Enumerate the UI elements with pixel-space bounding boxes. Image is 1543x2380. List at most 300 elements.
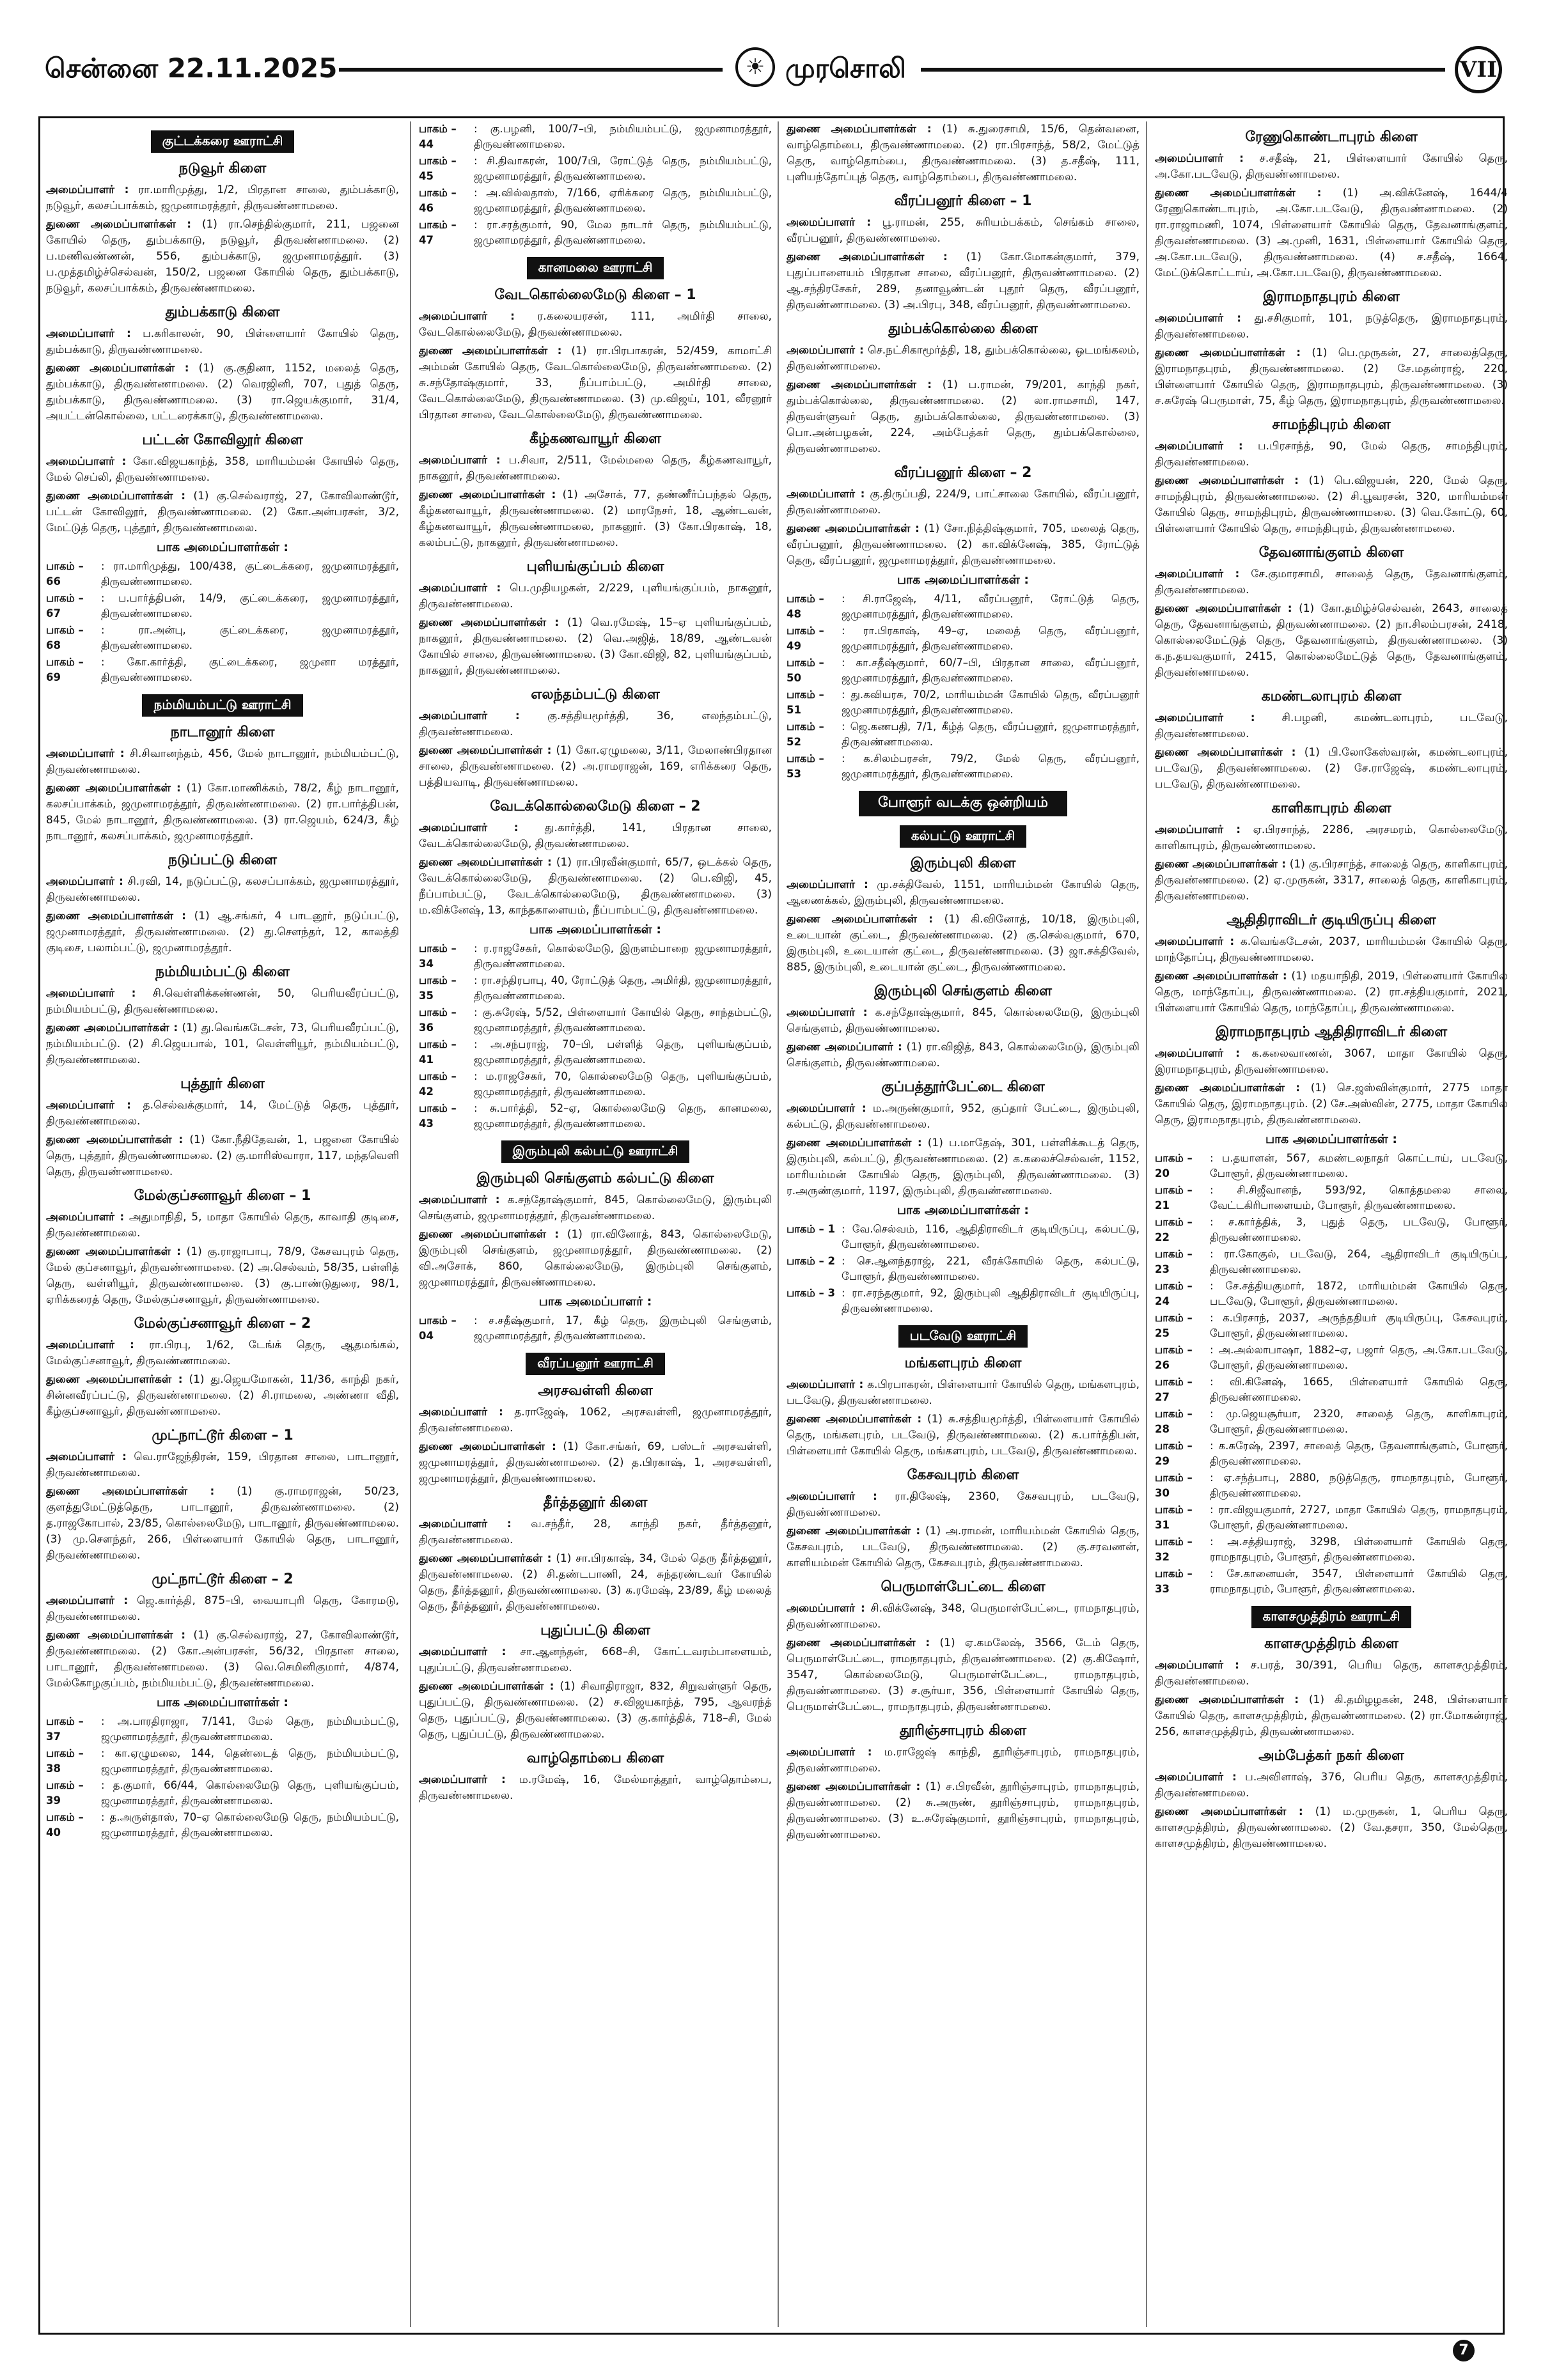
appointee-details: மு.சக்திவேல், 1151, மாரியம்மன் கோயில் தெரு, ஆணைக்கல், இரும்புலி, திருவண்ணாமலை.: [787, 878, 1140, 907]
masthead-rule-right: [921, 68, 1445, 72]
role-label: அமைப்பாளர் :: [1155, 1047, 1240, 1060]
branch-heading: கேசவபுரம் கிளை: [907, 1467, 1019, 1483]
booth-number: பாகம் – 39: [46, 1779, 84, 1807]
appointee-details: ம.அருண்குமார், 952, குப்தார் பேட்டை, இரும்புலி, கல்பட்டு, திருவண்ணாமலை.: [787, 1102, 1140, 1131]
appointee-details: சே.குமாரசாமி, சாலைத் தெரு, தேவனாங்குளம், திருவண்ணாமலை.: [1155, 568, 1508, 596]
branch-heading: முட்நாட்டூர் கிளை – 1: [152, 1427, 294, 1443]
appointee-details: க.வெங்கடேசன், 2037, மாரியம்மன் கோயில் தெரு, மாந்தோப்பு, திருவண்ணாமலை.: [1155, 935, 1508, 964]
booth-appointee: : சு.பார்த்தி, 52–ஏ, கொல்லைமேடு தெரு, கானமலை, ஜமுனாமரத்தூர், திருவண்ணாமலை.: [474, 1102, 772, 1130]
appointee-details: பெ.முதியழகன், 2/229, புளியங்குப்பம், நாகனூர், திருவண்ணாமலை.: [419, 582, 772, 611]
role-label: துணை அமைப்பாளர்கள் :: [1155, 858, 1287, 871]
booth-entry: [1155, 1406, 1508, 1437]
appointee-details: (1) ரா.செந்தில்குமார், 211, பஜனை கோயில் தெரு, தும்பக்காடு, நடுவூர், திருவண்ணாமலை. (2) ப.மணிவண்ணன், 556, தும்பக்காடு, ஜமுனாமரத்தூர். (3) ப.முத்தமிழ்ச்செல்வன், 150/2, பஜனை கோயில் தெரு, தும்பக்காடு, நடுவூர், கலசப்பாக்கம், திருவண்ணாமலை.: [46, 218, 399, 295]
booth-appointee: : து.கவியரசு, 70/2, மாரியம்மன் கோயில் தெரு, வீரப்பனூர் ஜமுனாமரத்தூர், திருவண்ணாமலை.: [842, 688, 1140, 716]
branch-heading: தும்பக்கொல்லை கிளை: [888, 321, 1038, 337]
appointment-entry: [419, 743, 772, 791]
role-label: துணை அமைப்பாளர்கள் :: [46, 1373, 183, 1386]
appointee-details: (1) அசோக், 77, தண்ணீர்ப்பந்தல் தெரு, கீழ்கணவாயூர், திருவண்ணாமலை. (2) மாரநேசர், 18, ஆண்டவன், கீழ்கணவாயூர், திருவண்ணாமலை, நாகனூர். (3) கோ.பிரகாஷ், 18, கலம்பட்டு, நாகனூர், திருவண்ணாமலை.: [419, 488, 772, 549]
booth-entry: [419, 1037, 772, 1068]
role-label: அமைப்பாளர் :: [1155, 1659, 1239, 1672]
role-label: அமைப்பாளர் :: [1155, 712, 1255, 724]
appointee-details: (1) கு.செல்வராஜ், 27, கோவிலாண்டூர், பட்டன் கோவிலூர், திருவண்ணாமலை. (2) கோ.அன்பரசன், 3/2, மேட்டுத் தெரு, புத்தூர், திருவண்ணாமலை.: [46, 490, 399, 534]
booth-number: பாகம் – 48: [787, 593, 824, 620]
appointment-entry: [787, 249, 1140, 313]
booth-appointee: : ரா.சந்திரபாபு, 40, ரோட்டுத் தெரு, அமிர்தி, ஜமுனாமரத்தூர், திருவண்ணாமலை.: [474, 974, 772, 1002]
booth-entry: [1155, 1215, 1508, 1245]
role-label: அமைப்பாளர் :: [1155, 1771, 1237, 1784]
booth-subheading: பாக அமைப்பாளர்கள் :: [156, 540, 288, 554]
booth-appointee: : செ.ஆனந்தராஜ், 221, வீரக்கோயில் தெரு, கல்பட்டு, போளூர், திருவண்ணாமலை.: [842, 1255, 1140, 1282]
booth-entry: [787, 719, 1140, 750]
booth-number: பாகம் – 44: [419, 123, 457, 150]
column-3: [787, 121, 1140, 2327]
branch-heading: இராமநாதபுரம் ஆதிதிராவிடர் கிளை: [1215, 1024, 1448, 1040]
booth-number: பாகம் – 40: [46, 1811, 84, 1839]
role-label: அமைப்பாளர் :: [1155, 823, 1241, 836]
appointment-entry: [46, 874, 399, 906]
role-label: துணை அமைப்பாளர்கள் :: [1155, 187, 1322, 199]
section-heading-label: வீரப்பனூர் ஊராட்சி: [526, 1353, 665, 1375]
booth-number: பாகம் – 38: [46, 1747, 84, 1775]
booth-appointee: : த.குமார், 66/44, கொல்லைமேடு தெரு, புளியங்குப்பம், ஜமுனாமரத்தூர், திருவண்ணாமலை.: [101, 1779, 399, 1807]
branch-heading: பெருமாள்பேட்டை கிளை: [881, 1579, 1046, 1595]
booth-entry: [1155, 1247, 1508, 1277]
booth-entry: [787, 655, 1140, 686]
appointee-details: (1) சு.சத்தியமூர்த்தி, பிள்ளையார் கோயில் தெரு, மங்களபுரம், படவேடு, திருவண்ணாமலை. (2) க.பார்த்திபன், பிள்ளையார் கோயில் தெரு, மங்களபுரம், படவேடு, திருவண்ணாமலை.: [787, 1413, 1140, 1458]
edition-date: சென்னை 22.11.2025: [45, 52, 338, 84]
booth-subheading: பாக அமைப்பாளர் :: [538, 1295, 652, 1309]
section-heading-label: இரும்புலி கல்பட்டு ஊராட்சி: [501, 1140, 690, 1163]
appointment-entry: [419, 708, 772, 740]
booth-entry: [419, 153, 772, 184]
booth-entry: [787, 751, 1140, 782]
appointee-details: க.பிரபாகரன், பிள்ளையார் கோயில் தெரு, மங்களபுரம், படவேடு, திருவண்ணாமலை.: [787, 1378, 1140, 1407]
role-label: துணை அமைப்பாளர்கள் :: [787, 1525, 921, 1537]
appointee-details: ச.சதீஷ், 21, பிள்ளையார் கோயில் தெரு, அ.கோ.படவேடு, திருவண்ணாமலை.: [1155, 152, 1508, 181]
appointment-entry: [787, 1135, 1140, 1199]
booth-entry: [787, 687, 1140, 718]
booth-appointee: : ச.கார்த்திக், 3, புதுத் தெரு, படவேடு, போளூர், திருவண்ணாமலை.: [1210, 1216, 1508, 1243]
appointment-entry: [46, 1098, 399, 1130]
booth-appointee: : த.அருள்தாஸ், 70–ஏ கொல்லைமேடு தெரு, நம்மியம்பட்டு, ஜமுனாமரத்தூர், திருவண்ணாமலை.: [101, 1811, 399, 1839]
appointee-details: (1) சோ.நித்திஷ்குமார், 705, மலைத் தெரு, வீரப்பனூர், திருவண்ணாமலை. (2) கா.விக்னேஷ், 385, ரோட்டுத் தெரு, வீரப்பனூர், ஜமுனாமரத்தூர், திருவண்ணாமலை.: [787, 522, 1140, 567]
appointee-details: கு.திருப்பதி, 224/9, பாட்சாலை கோயில், வீரப்பனூர், திருவண்ணாமலை.: [787, 488, 1140, 517]
branch-heading: நடுப்பட்டு கிளை: [168, 852, 277, 868]
booth-number: பாகம் – 25: [1155, 1312, 1193, 1339]
booth-appointee: : கு.பழனி, 100/7–பி, நம்மியம்பட்டு, ஜமுனாமரத்தூர், திருவண்ணாமலை.: [474, 123, 772, 150]
appointment-entry: [1155, 566, 1508, 598]
booth-entry: [1155, 1151, 1508, 1181]
appointee-details: ஏ.பிரசாந்த், 2286, அரசமரம், கொல்லைமேடு, காளிகாபுரம், திருவண்ணாமலை.: [1155, 823, 1508, 852]
booth-number: பாகம் – 37: [46, 1715, 84, 1743]
paper-name: முரசொலி: [785, 52, 906, 84]
role-label: துணை அமைப்பாளர்கள் :: [419, 856, 552, 869]
branch-heading: நம்மியம்பட்டு கிளை: [155, 964, 290, 980]
booth-subheading: பாக அமைப்பாளர்கள் :: [897, 1203, 1029, 1217]
booth-entry: [46, 1778, 399, 1808]
branch-heading: தூரிஞ்சாபுரம் கிளை: [899, 1723, 1027, 1739]
role-label: துணை அமைப்பாளர்கள் :: [787, 123, 932, 136]
appointee-details: த.செல்வக்குமார், 14, மேட்டுத் தெரு, புத்தூர், திருவண்ணாமலை.: [46, 1099, 399, 1128]
appointment-entry: [787, 1101, 1140, 1133]
booth-appointee: : அ.சத்தியராஜ், 3298, பிள்ளையார் கோயில் தெரு, ராமநாதபுரம், போளூர், திருவண்ணாமலை.: [1210, 1536, 1508, 1563]
booth-appointee: : வே.செல்வம், 116, ஆதிதிராவிடர் குடியிருப்பு, கல்பட்டு, போளூர், திருவண்ணாமலை.: [842, 1223, 1140, 1250]
booth-entry: [419, 1101, 772, 1132]
booth-appointee: : அ.பாரதிராஜா, 7/141, மேல் தெரு, நம்மியம்பட்டு, ஜமுனாமரத்தூர், திருவண்ணாமலை.: [101, 1715, 399, 1743]
booth-number: பாகம் – 29: [1155, 1440, 1193, 1467]
appointment-entry: [787, 1601, 1140, 1633]
appointment-entry: [46, 746, 399, 778]
booth-entry: [419, 973, 772, 1004]
booth-entry: [46, 591, 399, 621]
appointment-entry: [46, 454, 399, 486]
appointment-entry: [1155, 473, 1508, 537]
appointment-entry: [1155, 1769, 1508, 1801]
appointment-entry: [787, 215, 1140, 247]
appointment-entry: [46, 361, 399, 424]
role-label: துணை அமைப்பாளர்கள் :: [46, 1629, 186, 1642]
booth-appointee: : ச.சதீஷ்குமார், 17, கீழ் தெரு, இரும்புலி செங்குளம், ஜமுனாமரத்தூர், திருவண்ணாமலை.: [474, 1314, 772, 1342]
appointee-details: க.கலைவாணன், 3067, மாதா கோயில் தெரு, இராமநாதபுரம், திருவண்ணாமலை.: [1155, 1047, 1508, 1076]
booth-appointee: : மு.ஜெயசூர்யா, 2320, சாலைத் தெரு, காளிகாபுரம், போளூர், திருவண்ணாமலை.: [1210, 1408, 1508, 1435]
role-label: துணை அமைப்பாளர்கள் :: [46, 1245, 181, 1258]
booth-appointee: : ரா.அன்பு, குட்டைக்கரை, ஜமுனாமரத்தூர், திருவண்ணாமலை.: [101, 624, 399, 651]
booth-number: பாகம் – 50: [787, 657, 824, 684]
panchayat-heading: [787, 1325, 1140, 1348]
appointee-details: செ.நட்சிகாமூர்த்தி, 18, தும்பக்கொல்லை, ஒடமங்கலம், திருவண்ணாமலை.: [787, 344, 1140, 373]
role-label: துணை அமைப்பாளர்கள் :: [419, 488, 556, 501]
branch-heading: ஆதிதிராவிடர் குடியிருப்பு கிளை: [1226, 912, 1436, 928]
booth-entry: [787, 623, 1140, 654]
branch-heading: மங்களபுரம் கிளை: [904, 1355, 1022, 1371]
appointee-details: (1) ஏ.கமலேஷ், 3566, டேம் தெரு, பெருமாள்பேட்டை, ராமநாதபுரம், திருவண்ணாமலை. (2) கு.கிஷோர், 3547, கொல்லைமேடு, பெருமாள்பேட்டை, ராமநாதபுரம், திருவண்ணாமலை. (3) ச.சூர்யா, 356, பிள்ளையார் கோயில் தெரு, பெருமாள்பேட்டை, ராமநாதபுரம், திருவண்ணாமலை.: [787, 1637, 1140, 1713]
appointee-details: (1) கோ.சங்கர், 69, பஸ்டர் அரசவள்ளி, ஜமுனாமரத்தூர், திருவண்ணாமலை. (2) த.பிரகாஷ், 1, அரசவள்ளி, ஜமுனாமரத்தூர், திருவண்ணாமலை.: [419, 1440, 772, 1485]
column-divider: [410, 121, 411, 2327]
role-label: அமைப்பாளர் :: [787, 488, 865, 501]
booth-entry: [1155, 1183, 1508, 1213]
role-label: அமைப்பாளர் :: [787, 1102, 866, 1115]
booth-appointee: : ரா.மாரிமுத்து, 100/438, குட்டைக்கரை, ஜமுனாமரத்தூர், திருவண்ணாமலை.: [101, 560, 399, 587]
appointee-details: த.ராஜேஷ், 1062, அரசவள்ளி, ஜமுனாமரத்தூர், திருவண்ணாமலை.: [419, 1406, 772, 1435]
appointee-details: வ.சந்தீர், 28, காந்தி நகர், தீர்த்தனூர், திருவண்ணாமலை.: [419, 1518, 772, 1546]
branch-heading: கமண்டலாபுரம் கிளை: [1261, 688, 1402, 704]
panchayat-heading: [787, 825, 1140, 848]
union-heading: [787, 791, 1140, 816]
appointee-details: அதுமாநிதி, 5, மாதா கோயில் தெரு, காவாதி குடிசை, திருவண்ணாமலை.: [46, 1211, 399, 1240]
appointment-entry: [787, 121, 1140, 185]
booth-number: பாகம் – 24: [1155, 1280, 1193, 1307]
booth-number: பாகம் – 69: [46, 656, 84, 683]
appointee-details: (1) து.ஜெயமோகன், 11/36, காந்தி நகர், சின்னவீரப்பட்டு, திருவண்ணாமலை. (2) சி.ராமலை, அண்ணா வீதி, கீழ்குப்சனாவூர், திருவண்ணாமலை.: [46, 1373, 399, 1418]
booth-appointee: : சி.சிஜீவானந், 593/92, கொத்தமலை சாலை, வேட்டகிரிபாளையம், போளூர், திருவண்ணாமலை.: [1210, 1184, 1508, 1211]
panchayat-heading: [419, 1353, 772, 1375]
section-heading-label: கானமலை ஊராட்சி: [527, 257, 664, 279]
booth-appointee: : அ.சந்பராஜ், 70–பி, பள்ளித் தெரு, புளியங்குப்பம், ஜமுனாமரத்தூர், திருவண்ணாமலை.: [474, 1038, 772, 1066]
booth-appointee: : அ.வில்லதாஸ், 7/166, ஏரிக்கரை தெரு, நம்மியம்பட்டு, ஜமுனாமரத்தூர், திருவண்ணாமலை.: [474, 187, 772, 214]
appointment-entry: [1155, 601, 1508, 681]
appointment-entry: [787, 1523, 1140, 1571]
appointment-entry: [1155, 311, 1508, 343]
appointment-entry: [419, 820, 772, 852]
booth-appointee: : ம.ராஜசேகர், 70, கொல்லைமேடு தெரு, புளியங்குப்பம், ஜமுனாமரத்தூர், திருவண்ணாமலை.: [474, 1070, 772, 1098]
booth-number: பாகம் – 2: [787, 1255, 835, 1267]
booth-number: பாகம் – 28: [1155, 1408, 1193, 1435]
appointee-details: (1) கோ.நீதிதேவன், 1, பஜனை கோயில் தெரு, புத்தூர், திருவண்ணாமலை. (2) கு.மாரிஸ்வாரா, 117, மந்தவெளி தெரு, திருவண்ணாமலை.: [46, 1133, 399, 1178]
role-label: அமைப்பாளர் :: [46, 183, 129, 196]
booth-subheading: பாக அமைப்பாளர்கள் :: [1265, 1132, 1397, 1146]
appointment-entry: [787, 486, 1140, 518]
booth-entry: [1155, 1502, 1508, 1533]
role-label: அமைப்பாளர் :: [419, 1406, 503, 1419]
branch-heading: காளிகாபுரம் கிளை: [1271, 800, 1391, 816]
booth-number: பாகம் – 3: [787, 1287, 835, 1299]
booth-entry: [1155, 1438, 1508, 1469]
appointment-entry: [1155, 1046, 1508, 1078]
branch-heading: கீழ்கணவாயூர் கிளை: [529, 431, 662, 447]
appointment-entry: [419, 453, 772, 485]
appointment-entry: [787, 877, 1140, 909]
role-label: துணை அமைப்பாளர்கள் :: [1155, 474, 1299, 487]
appointee-details: ஜெ.கார்த்தி, 875–பி, வையாபுரி தெரு, கோரமடு, திருவண்ணாமலை.: [46, 1594, 399, 1623]
booth-entry: [46, 1810, 399, 1840]
booth-appointee: : கா.சதீஷ்குமார், 60/7–பி, பிரதான சாலை, வீரப்பனூர், ஜமுனாமரத்தூர், திருவண்ணாமலை.: [842, 657, 1140, 684]
appointee-details: (1) ம.முருகன், 1, பெரிய தெரு, காளசமுத்திரம், திருவண்ணாமலை. (2) வே.தசரா, 350, மேல்தெரு, காளசமுத்திரம், திருவண்ணாமலை.: [1155, 1805, 1508, 1850]
appointment-entry: [46, 1449, 399, 1481]
role-label: துணை அமைப்பாளர்கள் :: [419, 744, 552, 757]
role-label: துணை அமைப்பாளர்கள் :: [419, 1228, 560, 1241]
appointee-details: (1) கு.ராஜாபாபு, 78/9, கேசவபுரம் தெரு, மேல் குப்சனாவூர், திருவண்ணாமலை. (2) அ.செல்வம், 58/35, பள்ளித் தெரு, வள்ளியூர், திருவண்ணாமலை. (3) கு.பாண்டுதுரை, 98/1, ஏரிக்கரைத் தெரு, மேல்குப்சனாவூர், திருவண்ணாமலை.: [46, 1245, 399, 1306]
role-label: துணை அமைப்பாளர்கள் :: [419, 1552, 552, 1565]
appointment-entry: [1155, 1080, 1508, 1128]
branch-heading: சாமந்திபுரம் கிளை: [1272, 417, 1391, 433]
booth-subheading: பாக அமைப்பாளர்கள் :: [156, 1695, 288, 1709]
branch-heading: புத்தூர் கிளை: [180, 1076, 265, 1092]
booth-appointee: : ரா.கோகுல், படவேடு, 264, ஆதிராவிடர் குடியிருப்பு, திருவண்ணாமலை.: [1210, 1248, 1508, 1275]
appointment-entry: [787, 1779, 1140, 1843]
panchayat-heading: [46, 130, 399, 153]
booth-entry: [419, 217, 772, 248]
branch-heading: வேடகொல்லைமேடு கிளை – 1: [494, 287, 696, 303]
appointment-entry: [46, 182, 399, 214]
appointment-entry: [1155, 710, 1508, 742]
panchayat-heading: [46, 694, 399, 717]
role-label: அமைப்பாளர் :: [1155, 312, 1242, 325]
branch-heading: வாழ்தொம்பை கிளை: [526, 1750, 664, 1766]
role-label: அமைப்பாளர் :: [787, 1602, 865, 1615]
appointee-details: சி.விக்னேஷ், 348, பெருமாள்பேட்டை, ராமநாதபுரம், திருவண்ணாமலை.: [787, 1602, 1140, 1631]
appointment-entry: [46, 217, 399, 297]
appointment-entry: [46, 1020, 399, 1068]
appointment-entry: [1155, 857, 1508, 905]
role-label: அமைப்பாளர் :: [419, 310, 515, 323]
booth-appointee: : கா.ஏழுமலை, 144, தெண்டைத் தெரு, நம்மியம்பட்டு, ஜமுனாமரத்தூர், திருவண்ணாமலை.: [101, 1747, 399, 1775]
appointment-entry: [787, 343, 1140, 375]
booth-entry: [419, 941, 772, 972]
appointment-entry: [1155, 968, 1508, 1016]
page-number: 7: [1453, 2340, 1475, 2361]
section-heading-label: படவேடு ஊராட்சி: [898, 1325, 1028, 1348]
appointment-entry: [46, 908, 399, 956]
appointee-details: (1) அ.ராமன், மாரியம்மன் கோயில் தெரு, கேசவபுரம், படவேடு, திருவண்ணாமலை. (2) கு.சரவணன், காளியம்மன் கோயில் தெரு, கேசவபுரம், திருவண்ணாமலை.: [787, 1525, 1140, 1569]
appointment-entry: [46, 1244, 399, 1308]
branch-heading: மேல்குப்சனாவூர் கிளை – 1: [134, 1188, 311, 1204]
role-label: துணை அமைப்பாளர்கள் :: [46, 782, 181, 795]
appointee-details: வெ.ராஜேந்திரன், 159, பிரதான சாலை, பாடானூர், திருவண்ணாமலை.: [46, 1451, 399, 1479]
appointment-entry: [419, 1551, 772, 1615]
role-label: அமைப்பாளர் :: [419, 454, 501, 467]
appointment-entry: [46, 326, 399, 358]
appointment-entry: [419, 309, 772, 341]
appointee-details: பூ.ராமன், 255, சுரியம்பக்கம், செங்கம் சாலை, வீரப்பனூர், திருவண்ணாமலை.: [787, 216, 1140, 245]
booth-entry: [1155, 1279, 1508, 1309]
booth-entry: [46, 655, 399, 685]
booth-entry: [46, 623, 399, 653]
appointee-details: க.சந்தோஷ்குமார், 845, கொல்லைமேடு, இரும்புலி செங்குளம், ஜமுனாமரத்தூர், திருவண்ணாமலை.: [419, 1194, 772, 1222]
booth-number: பாகம் – 41: [419, 1038, 457, 1066]
booth-number: பாகம் – 32: [1155, 1536, 1193, 1563]
branch-heading: காளசமுத்திரம் கிளை: [1264, 1636, 1398, 1652]
appointment-entry: [46, 1484, 399, 1564]
booth-entry: [787, 1286, 1140, 1316]
booth-appointee: : ரா.பிரகாஷ், 49–ஏ, மலைத் தெரு, வீரப்பனூர், ஜமுனாமரத்தூர், திருவண்ணாமலை.: [842, 625, 1140, 652]
role-label: துணை அமைப்பாளர்கள் :: [1155, 1693, 1299, 1706]
booth-appointee: : ஜெ.கணபதி, 7/1, கீழ்த் தெரு, வீரப்பனூர், ஜமுனாமரத்தூர், திருவண்ணாமலை.: [842, 720, 1140, 748]
appointee-details: ப.கரிகாலன், 90, பிள்ளையார் கோயில் தெரு, தும்பக்காடு, திருவண்ணாமலை.: [46, 327, 399, 356]
appointee-details: (1) ஆ.சங்கர், 4 பாடனூர், நடுப்பட்டு, ஜமுனாமரத்தூர், திருவண்ணாமலை. (2) து.சௌந்தர், 12, காலத்தி குடிசை, பலாம்பட்டு, ஜமுனாமரத்தூர்.: [46, 910, 399, 954]
booth-appointee: : க.பிரசாந், 2037, அருந்ததியர் குடியிருப்பு, கேசவபுரம், போளூர், திருவண்ணாமலை.: [1210, 1312, 1508, 1339]
role-label: துணை அமைப்பாளர்கள் :: [787, 1413, 922, 1426]
booth-entry: [419, 185, 772, 216]
appointee-details: (1) சு.துரைசாமி, 15/6, தென்வனை, வாழ்தொம்பை, திருவண்ணாமலை. (2) ரா.பிரசாந்த், 58/2, மேட்டுத் தெரு, வாழ்தொம்பை, திருவண்ணாமலை. (3) த.சதீஷ், 111, புளியந்தோப்புத் தெரு, வாழ்தொம்பை, திருவண்ணாமலை.: [787, 123, 1140, 183]
column-divider: [778, 121, 779, 2327]
booth-appointee: : ரா.சரந்தகுமார், 92, இரும்புலி ஆதிதிராவிடர் குடியிருப்பு, திருவண்ணாமலை.: [842, 1287, 1140, 1314]
appointment-entry: [787, 1745, 1140, 1777]
role-label: துணை அமைப்பாளர்கள் :: [1155, 746, 1296, 759]
appointment-entry: [787, 521, 1140, 569]
branch-heading: அம்பேத்கர் நகர் கிளை: [1258, 1748, 1404, 1764]
appointee-details: சி.சிவானந்தம், 456, மேல் நாடானூர், நம்மியம்பட்டு, திருவண்ணாமலை.: [46, 747, 399, 776]
appointee-details: க.சந்தோஷ்குமார், 845, கொல்லைமேடு, இரும்புலி செங்குளம், திருவண்ணாமலை.: [787, 1006, 1140, 1035]
appointment-entry: [1155, 345, 1508, 409]
appointment-entry: [1155, 439, 1508, 471]
booth-appointee: : கோ.கார்த்தி, குட்டைக்கரை, ஜமுனா மரத்தூர், திருவண்ணாமலை.: [101, 656, 399, 683]
appointee-details: (1) கு.பிரசாந்த், சாலைத் தெரு, காளிகாபுரம், திருவண்ணாமலை. (2) ஏ.முருகன், 3317, சாலைத் தெரு, காளிகாபுரம், திருவண்ணாமலை.: [1155, 858, 1508, 903]
appointee-details: (1) பெ.முருகன், 27, சாலைத்தெரு, இராமநாதபுரம், திருவண்ணாமலை. (2) சே.மதன்ராஜ், 220, பிள்ளையார் கோயில் தெரு, இராமநாதபுரம், திருவண்ணாமலை. (3) ச.சுரேஷ் பெருமாள், 75, கீழ் தெரு, இராமநாதபுரம், திருவண்ணாமலை.: [1155, 346, 1508, 407]
role-label: அமைப்பாளர் :: [419, 1518, 512, 1530]
appointee-details: ரா.மாரிமுத்து, 1/2, பிரதான சாலை, தும்பக்காடு, நடுவூர், கலசப்பாக்கம், ஜமுனாமரத்தூர், திருவண்ணாமலை.: [46, 183, 399, 212]
appointment-entry: [787, 912, 1140, 976]
appointment-entry: [419, 855, 772, 919]
booth-number: பாகம் – 49: [787, 625, 824, 652]
booth-number: பாகம் – 34: [419, 942, 457, 970]
booth-entry: [1155, 1566, 1508, 1597]
booth-entry: [1155, 1311, 1508, 1341]
appointment-entry: [787, 1635, 1140, 1715]
appointee-details: ம.ராஜேஷ் காந்தி, தூரிஞ்சாபுரம், ராமநாதபுரம், திருவண்ணாமலை.: [787, 1746, 1140, 1775]
column-divider: [1146, 121, 1147, 2327]
appointee-details: (1) கோ.ஏழுமலை, 3/11, மேலாண்பிரதான சாலை, திருவண்ணாமலை. (2) அ.ராமராஜன், 169, எரிக்கரை தெரு, பத்தியவாடி, திருவண்ணாமலை.: [419, 744, 772, 789]
appointee-details: (1) கி.வினோத், 10/18, இரும்புலி, உடையான் குட்டை, திருவண்ணாமலை. (2) கு.செல்வகுமார், 670, இரும்புலி, உடையான் குட்டை, திருவண்ணாமலை. (3) ஜா.சக்திவேல், 885, இரும்புலி, உடையான் குட்டை, திருவண்ணாமலை.: [787, 913, 1140, 974]
booth-entry: [1155, 1470, 1508, 1501]
sun-emblem-icon: ☀: [735, 47, 775, 87]
role-label: துணை அமைப்பாளர்கள் :: [46, 362, 189, 375]
role-label: துணை அமைப்பாளர்கள் :: [46, 218, 192, 231]
appointee-details: (1) செ.ஜஸ்வின்குமார், 2775 மாதா கோயில் தெரு, இராமநாதபுரம். (2) சே.அஸ்வின், 2775, மாதா கோயில் தெரு, இராமநாதபுரம், திருவண்ணாமலை.: [1155, 1082, 1508, 1126]
branch-heading: நடுவூர் கிளை: [178, 160, 267, 176]
booth-entry: [1155, 1342, 1508, 1373]
role-label: அமைப்பாளர் :: [46, 747, 125, 760]
booth-number: பாகம் – 30: [1155, 1472, 1193, 1499]
appointee-details: (1) கோ.மோகன்குமார், 379, புதுப்பாளையம் பிரதான சாலை, வீரப்பனூர், திருவண்ணாமலை. (2) ஆ.சந்திரசேகர், 289, தனாவூண்டன் புதூர் தெரு, வீரப்பனூர், திருவண்ணாமலை. (3) அ.பிரபு, 348, வீரப்பனூர், திருவண்ணாமலை.: [787, 251, 1140, 311]
booth-appointee: : சி.ராஜேஷ், 4/11, வீரப்பனூர், ரோட்டுத் தெரு, ஜமுனாமரத்தூர், திருவண்ணாமலை.: [842, 593, 1140, 620]
booth-entry: [1155, 1534, 1508, 1565]
booth-subheading: பாக அமைப்பாளர்கள் :: [529, 922, 661, 937]
booth-number: பாகம் – 46: [419, 187, 457, 214]
column-1: [46, 121, 399, 2327]
appointment-entry: [1155, 1692, 1508, 1740]
role-label: அமைப்பாளர் :: [46, 1451, 127, 1463]
role-label: அமைப்பாளர் :: [46, 1339, 134, 1351]
role-label: அமைப்பாளர் :: [1155, 935, 1235, 948]
role-label: துணை அமைப்பாளர்கள் :: [1155, 346, 1301, 359]
booth-entry: [419, 1069, 772, 1100]
role-label: துணை அமைப்பாளர்கள் :: [1155, 1082, 1301, 1094]
role-label: அமைப்பாளர் :: [1155, 440, 1243, 453]
booth-entry: [46, 1746, 399, 1777]
branch-heading: புதுப்பட்டு கிளை: [540, 1622, 650, 1638]
booth-appointee: : சி.திவாகரன், 100/7பி, ரோட்டுத் தெரு, நம்மியம்பட்டு, ஜமுனாமரத்தூர், திருவண்ணாமலை.: [474, 155, 772, 182]
branch-heading: நாடானூர் கிளை: [170, 724, 275, 740]
appointment-entry: [1155, 185, 1508, 281]
panchayat-heading: [419, 257, 772, 279]
appointee-details: (1) ப.மாதேஷ், 301, பள்ளிக்கூடத் தெரு, இரும்புலி, கல்பட்டு, திருவண்ணாமலை. (2) க.கலைச்செல்வன், 1152, மாரியம்மன் கோயில் தெரு, இரும்புலி, திருவண்ணாமலை. (3) ர.அருண்குமார், 1197, இரும்புலி, திருவண்ணாமலை.: [787, 1137, 1140, 1197]
branch-heading: புளியங்குப்பம் கிளை: [526, 559, 664, 575]
booth-entry: [787, 591, 1140, 622]
appointee-details: (1) கோ.தமிழ்ச்செல்வன், 2643, சாலைத் தெரு, தேவனாங்குளம், திருவண்ணாமலை. (2) நா.சிலம்பரசன், 2418, கொல்லைமேட்டுத் தெரு, தேவனாங்குளம், திருவண்ணாமலை. (3) க.ந.தயவகுமார், 2415, கொல்லைமேட்டுத் தெரு, தேவனாங்குளம், திருவண்ணாமலை.: [1155, 602, 1508, 679]
role-label: அமைப்பாளர் :: [1155, 568, 1240, 580]
role-label: அமைப்பாளர் :: [46, 1211, 125, 1224]
appointee-details: ரா.பிரபு, 1/62, டேங்க் தெரு, ஆதமங்கல், மேல்குப்சனாவூர், திருவண்ணாமலை.: [46, 1339, 399, 1367]
role-label: துணை அமைப்பாளர்கள் :: [1155, 602, 1292, 615]
appointment-entry: [787, 1039, 1140, 1071]
role-label: அமைப்பாளர் :: [787, 1378, 864, 1391]
appointment-entry: [787, 1412, 1140, 1459]
role-label: அமைப்பாளர் :: [787, 1490, 877, 1503]
appointee-details: சா.ஆனந்தன், 668–சி, கோட்டவரம்பாளையம், புதுப்பட்டு, திருவண்ணாமலை.: [419, 1645, 772, 1674]
section-heading-label: குட்டக்கரை ஊராட்சி: [151, 130, 295, 153]
appointee-details: (1) ரா.வினோத், 843, கொல்லைமேடு, இரும்புலி செங்குளம், ஜமுனாமரத்தூர், திருவண்ணாமலை. (2) வி.அசோக், 860, கொல்லைமேடு, இரும்புலி செங்குளம், ஜமுனாமரத்தூர், திருவண்ணாமலை.: [419, 1228, 772, 1289]
appointee-details: கோ.விஜயகாந்த், 358, மாரியம்மன் கோயில் தெரு, மேல் செப்லி, திருவண்ணாமலை.: [46, 455, 399, 484]
appointee-details: (1) து.வெங்கடேசன், 73, பெரியவீரப்பட்டு, நம்மியம்பட்டு. (2) சி.ஜெயபால், 101, வெள்ளியூர், நம்மியம்பட்டு, திருவண்ணாமலை.: [46, 1022, 399, 1066]
booth-entry: [419, 121, 772, 152]
role-label: அமைப்பாளர் :: [419, 1773, 506, 1786]
appointment-entry: [1155, 151, 1508, 183]
booth-entry: [46, 1714, 399, 1745]
branch-heading: இரும்புலி செங்குளம் கிளை: [874, 983, 1052, 999]
role-label: துணை அமைப்பாளர்கள் :: [419, 616, 560, 629]
section-heading-label: காளசமுத்திரம் ஊராட்சி: [1251, 1606, 1412, 1628]
booth-number: பாகம் – 26: [1155, 1344, 1193, 1371]
booth-number: பாகம் – 66: [46, 560, 84, 587]
section-heading-label: போளூர் வடக்கு ஒன்றியம்: [859, 791, 1067, 816]
appointee-details: ச.பரத், 30/391, பெரிய தெரு, காளசமுத்திரம், திருவண்ணாமலை.: [1155, 1659, 1508, 1688]
appointment-entry: [787, 1005, 1140, 1037]
appointee-details: ப.சிவா, 2/511, மேல்மலை தெரு, கீழ்கணவாயூர், நாகனூர், திருவண்ணாமலை.: [419, 454, 772, 483]
booth-appointee: : கு.சுரேஷ், 5/52, பிள்ளையார் கோயில் தெரு, சாந்தம்பட்டு, ஜமுனாமரத்தூர், திருவண்ணாமலை.: [474, 1006, 772, 1034]
appointment-entry: [419, 1679, 772, 1743]
booth-number: பாகம் – 21: [1155, 1184, 1193, 1211]
role-label: துணை அமைப்பாளர்கள் :: [787, 1137, 922, 1149]
